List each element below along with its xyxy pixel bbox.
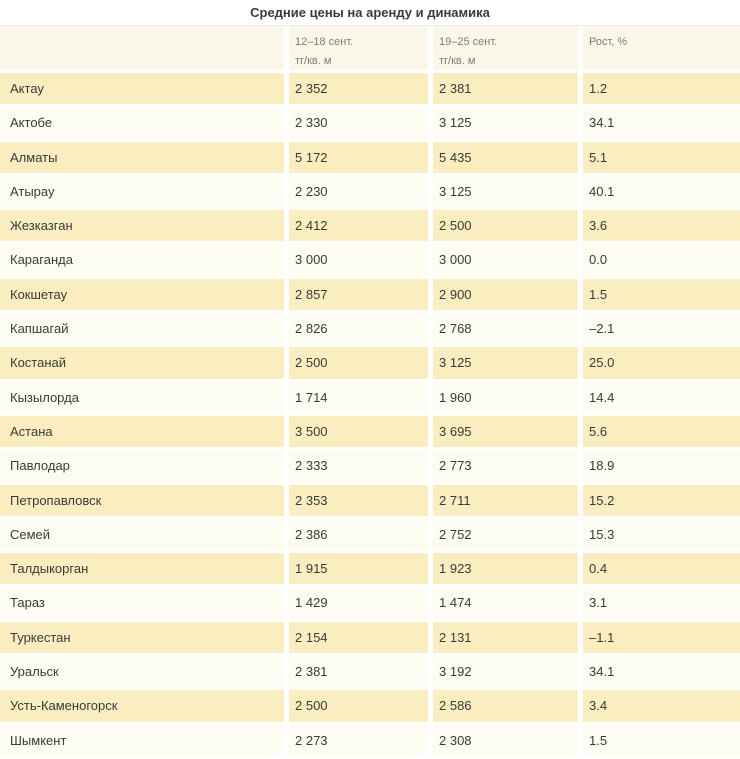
city-cell: Кокшетау — [0, 279, 284, 310]
growth-cell: 15.3 — [583, 519, 740, 550]
growth-cell: 25.0 — [583, 347, 740, 378]
price-week2-cell: 3 000 — [433, 244, 578, 275]
header-cell-week2 — [433, 26, 578, 70]
price-week2-cell: 1 474 — [433, 587, 578, 618]
price-week1-cell: 2 857 — [289, 279, 428, 310]
city-cell: Уральск — [0, 656, 284, 687]
price-week1-cell: 3 500 — [289, 416, 428, 447]
price-week1-cell: 2 352 — [289, 73, 428, 104]
city-cell: Тараз — [0, 587, 284, 618]
price-week1-cell: 2 353 — [289, 485, 428, 516]
header-cell-week1 — [289, 26, 428, 70]
table-row — [0, 485, 740, 516]
price-week2-cell: 2 500 — [433, 210, 578, 241]
growth-cell: –1.1 — [583, 622, 740, 653]
table-row — [0, 656, 740, 687]
growth-cell: 3.6 — [583, 210, 740, 241]
price-week2-cell: 3 125 — [433, 347, 578, 378]
growth-cell: 1.2 — [583, 73, 740, 104]
price-week2-cell: 3 192 — [433, 656, 578, 687]
price-week2-cell: 2 773 — [433, 450, 578, 481]
page-title: Средние цены на аренду и динамика — [250, 5, 490, 20]
header-week1-unit: тг/кв. м — [295, 55, 332, 67]
growth-cell: 0.0 — [583, 244, 740, 275]
city-cell: Туркестан — [0, 622, 284, 653]
growth-cell: 3.1 — [583, 587, 740, 618]
growth-cell: 3.4 — [583, 690, 740, 721]
price-week1-cell: 2 826 — [289, 313, 428, 344]
price-week2-cell: 2 900 — [433, 279, 578, 310]
header-cell-city — [0, 26, 284, 70]
price-week1-cell: 1 429 — [289, 587, 428, 618]
city-cell: Жезказган — [0, 210, 284, 241]
price-week1-cell: 1 915 — [289, 553, 428, 584]
city-cell: Семей — [0, 519, 284, 550]
growth-cell: 0.4 — [583, 553, 740, 584]
price-week2-cell: 2 381 — [433, 73, 578, 104]
price-week1-cell: 1 714 — [289, 382, 428, 413]
table-row — [0, 244, 740, 275]
price-week1-cell: 5 172 — [289, 142, 428, 173]
table-row — [0, 210, 740, 241]
city-cell: Атырау — [0, 176, 284, 207]
table-row — [0, 553, 740, 584]
price-week1-cell: 2 273 — [289, 725, 428, 756]
table-row — [0, 450, 740, 481]
table-row — [0, 73, 740, 104]
price-week2-cell: 2 711 — [433, 485, 578, 516]
city-cell: Астана — [0, 416, 284, 447]
table-row — [0, 587, 740, 618]
growth-cell: 14.4 — [583, 382, 740, 413]
growth-cell: 18.9 — [583, 450, 740, 481]
price-week1-cell: 3 000 — [289, 244, 428, 275]
table-row — [0, 107, 740, 138]
price-week1-cell: 2 412 — [289, 210, 428, 241]
table-row — [0, 416, 740, 447]
table-row — [0, 313, 740, 344]
price-week1-cell: 2 500 — [289, 347, 428, 378]
header-week1-label: 12–18 сент. — [295, 36, 354, 48]
table-row — [0, 142, 740, 173]
table-row — [0, 279, 740, 310]
city-cell: Кызылорда — [0, 382, 284, 413]
table-row — [0, 176, 740, 207]
city-cell: Петропавловск — [0, 485, 284, 516]
price-week1-cell: 2 386 — [289, 519, 428, 550]
table-row — [0, 725, 740, 756]
header-cell-growth — [583, 26, 740, 70]
price-week2-cell: 3 125 — [433, 176, 578, 207]
table-row — [0, 382, 740, 413]
price-week1-cell: 2 333 — [289, 450, 428, 481]
price-week2-cell: 2 752 — [433, 519, 578, 550]
city-cell: Костанай — [0, 347, 284, 378]
growth-cell: 40.1 — [583, 176, 740, 207]
price-week1-cell: 2 330 — [289, 107, 428, 138]
table-row — [0, 347, 740, 378]
growth-cell: 15.2 — [583, 485, 740, 516]
price-week1-cell: 2 500 — [289, 690, 428, 721]
header-week2-unit: тг/кв. м — [439, 55, 476, 67]
growth-cell: 5.1 — [583, 142, 740, 173]
price-week2-cell: 2 768 — [433, 313, 578, 344]
header-growth-label: Рост, % — [589, 36, 628, 48]
table-body — [0, 73, 740, 756]
growth-cell: 34.1 — [583, 656, 740, 687]
city-cell: Усть-Каменогорск — [0, 690, 284, 721]
table-row — [0, 519, 740, 550]
city-cell: Актобе — [0, 107, 284, 138]
growth-cell: 5.6 — [583, 416, 740, 447]
growth-cell: 34.1 — [583, 107, 740, 138]
price-week1-cell: 2 381 — [289, 656, 428, 687]
growth-cell: 1.5 — [583, 725, 740, 756]
price-week2-cell: 3 695 — [433, 416, 578, 447]
price-week2-cell: 5 435 — [433, 142, 578, 173]
city-cell: Павлодар — [0, 450, 284, 481]
city-cell: Алматы — [0, 142, 284, 173]
price-week2-cell: 3 125 — [433, 107, 578, 138]
table-row — [0, 622, 740, 653]
price-week2-cell: 1 960 — [433, 382, 578, 413]
header-week2-label: 19–25 сент. — [439, 36, 498, 48]
city-cell: Актау — [0, 73, 284, 104]
city-cell: Капшагай — [0, 313, 284, 344]
table-header — [0, 25, 740, 70]
city-cell: Шымкент — [0, 725, 284, 756]
price-week2-cell: 1 923 — [433, 553, 578, 584]
price-week2-cell: 2 131 — [433, 622, 578, 653]
city-cell: Талдыкорган — [0, 553, 284, 584]
price-week2-cell: 2 586 — [433, 690, 578, 721]
city-cell: Караганда — [0, 244, 284, 275]
price-week1-cell: 2 230 — [289, 176, 428, 207]
price-week2-cell: 2 308 — [433, 725, 578, 756]
growth-cell: 1.5 — [583, 279, 740, 310]
price-week1-cell: 2 154 — [289, 622, 428, 653]
growth-cell: –2.1 — [583, 313, 740, 344]
table-row — [0, 690, 740, 721]
